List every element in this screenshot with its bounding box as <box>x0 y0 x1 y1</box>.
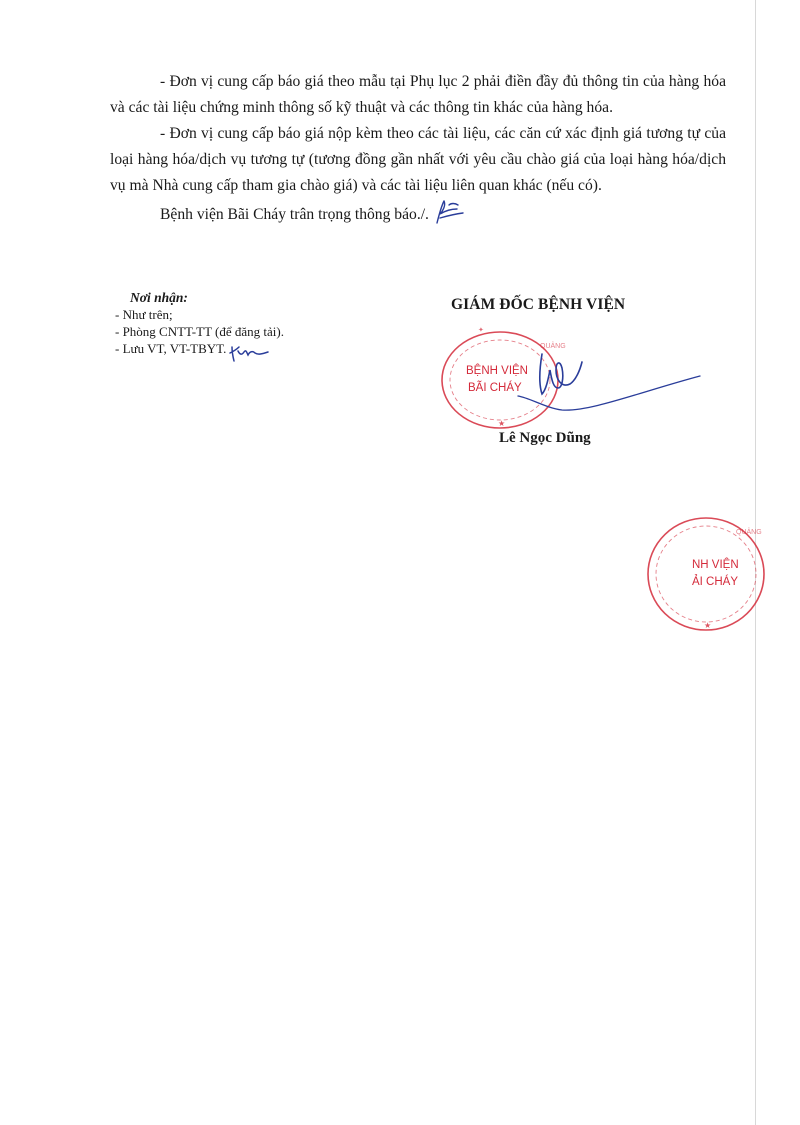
director-signature <box>510 348 710 438</box>
paragraph-quote-form: - Đơn vị cung cấp báo giá theo mẫu tại Phụ lục 2 phải điền đầy đủ thông tin của hàng hóa và các tài liệu chứng minh thông số kỹ thuật và các thông tin khác của hàng hóa. <box>110 73 726 116</box>
recipient-item <box>115 340 284 363</box>
partial-hospital-stamp <box>678 512 768 636</box>
svg-text:★: ★ <box>704 621 712 630</box>
svg-text:QUẢNG: QUẢNG <box>540 343 566 350</box>
initial-signature-icon <box>228 341 272 363</box>
partial-stamp-line-2: ẢI CHÁY <box>692 576 739 588</box>
recipients-block <box>115 289 284 363</box>
recipient-item: - Phòng CNTT-TT (để đăng tải). <box>115 324 284 339</box>
partial-stamp-line-1: NH VIỆN <box>692 559 739 571</box>
paragraph-closing <box>110 199 726 228</box>
svg-text:✦: ✦ <box>478 327 484 334</box>
svg-text:★: ★ <box>498 419 506 428</box>
stamp-line-2: BÃI CHÁY <box>468 382 522 394</box>
recipient-item-text: - Lưu VT, VT-TBYT. <box>115 341 227 356</box>
recipients-title: Nơi nhận: <box>130 290 188 305</box>
recipients-list <box>115 306 284 363</box>
closing-text: Bệnh viện Bãi Cháy trân trọng thông báo./. <box>160 206 429 223</box>
svg-text:QUẢNG: QUẢNG <box>736 529 762 536</box>
body-text <box>110 69 726 228</box>
signer-title: GIÁM ĐỐC BỆNH VIỆN <box>451 296 626 313</box>
recipient-item: - Như trên; <box>115 307 173 322</box>
paragraph-attached-documents: - Đơn vị cung cấp báo giá nộp kèm theo các tài liệu, các căn cứ xác định giá tương tự của loại hàng hóa/dịch vụ tương tự (tương đồng gần nhất với yêu cầu chào giá của loại hàng hóa/dịch vụ mà Nhà cung cấp tham gia chào giá) và các tài liệu liên quan khác (nếu có). <box>110 125 726 194</box>
stamp-line-1: BỆNH VIỆN <box>466 365 528 377</box>
initial-signature-icon <box>431 199 465 225</box>
signer-name: Lê Ngọc Dũng <box>499 430 591 446</box>
